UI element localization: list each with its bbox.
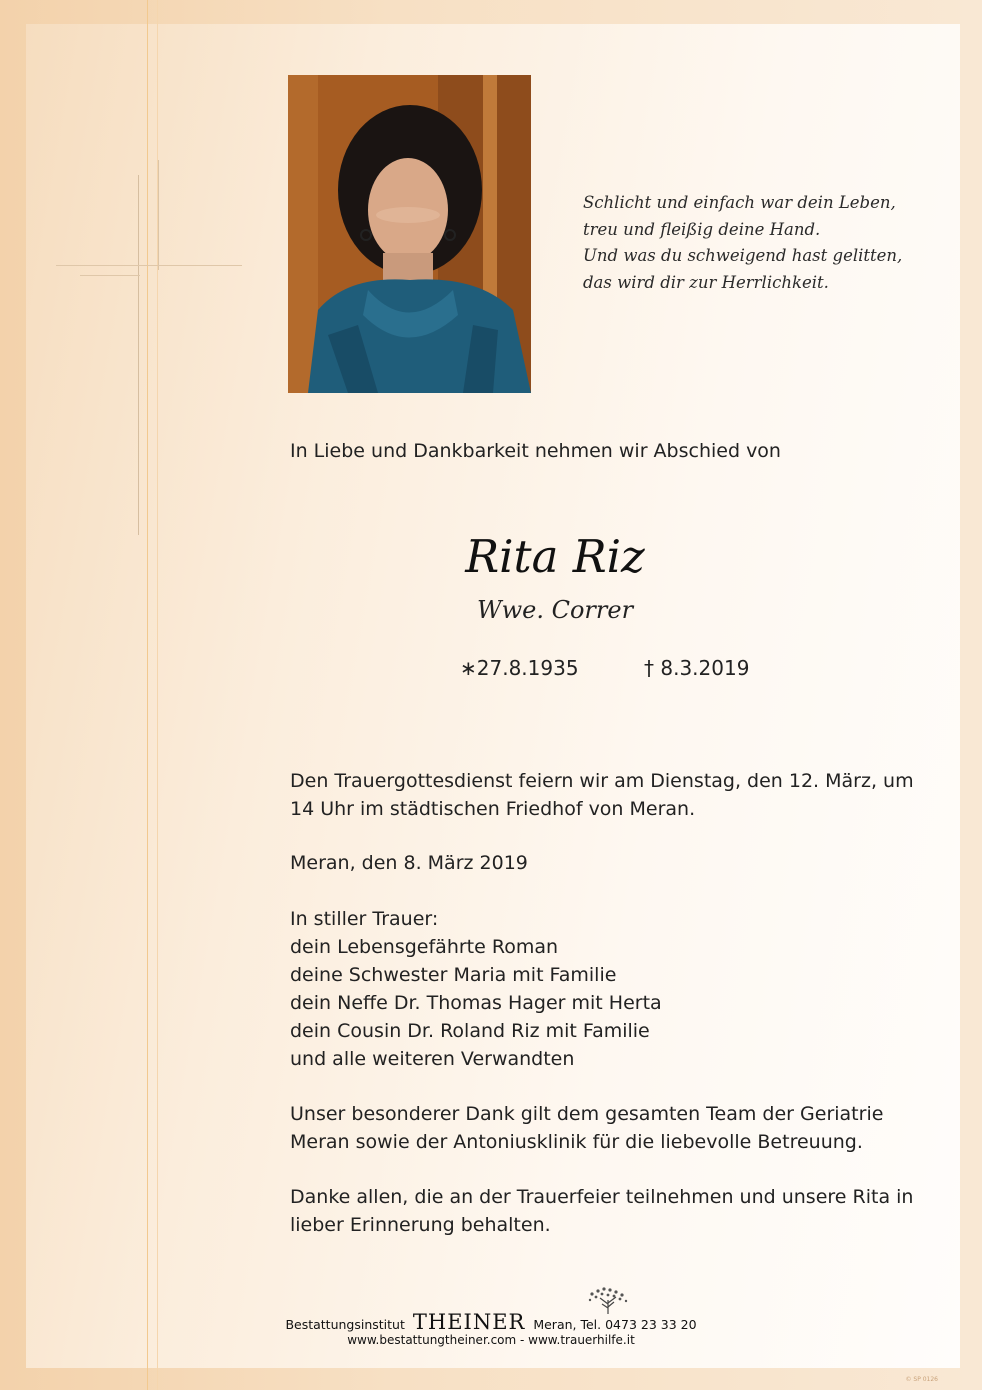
mourners-heading: In stiller Trauer: — [290, 908, 439, 930]
mourner-line: dein Lebensgefährte Roman — [290, 936, 559, 958]
poem-line: Und was du schweigend hast gelitten, — [583, 246, 903, 265]
deceased-name: Rita Riz — [465, 530, 645, 583]
thanks-line-2: Meran sowie der Antoniusklinik für die liebevolle Betreuung. — [290, 1131, 863, 1153]
footer-contact: Meran, Tel. 0473 23 33 20 — [533, 1317, 697, 1332]
print-code: © SP 0126 — [905, 1376, 938, 1383]
mourner-line: dein Neffe Dr. Thomas Hager mit Herta — [290, 992, 662, 1014]
mourner-line: dein Cousin Dr. Roland Riz mit Familie — [290, 1020, 650, 1042]
mourner-line: und alle weiteren Verwandten — [290, 1048, 575, 1070]
footer-prefix: Bestattungsinstitut — [285, 1317, 405, 1332]
gold-line-1 — [147, 0, 148, 1390]
footer-brand: THEINER — [412, 1310, 526, 1334]
portrait-photo — [288, 75, 531, 393]
death-date: † 8.3.2019 — [644, 656, 750, 680]
poem-line: das wird dir zur Herrlichkeit. — [583, 272, 829, 292]
place-date: Meran, den 8. März 2019 — [290, 852, 528, 874]
closing-line-1: Danke allen, die an der Trauerfeier teilnehmen und unsere Rita in — [290, 1186, 914, 1208]
mourner-line: deine Schwester Maria mit Familie — [290, 964, 617, 986]
footer-websites: www.bestattungtheiner.com - www.trauerhilfe.it — [347, 1333, 635, 1347]
poem — [583, 190, 923, 296]
intro-text: In Liebe und Dankbarkeit nehmen wir Abschied von — [290, 440, 781, 462]
service-line-2: 14 Uhr im städtischen Friedhof von Meran. — [290, 798, 696, 820]
service-line-1: Den Trauergottesdienst feiern wir am Dienstag, den 12. März, um — [290, 770, 914, 792]
footer-company — [0, 1310, 982, 1334]
poem-line: Schlicht und einfach war dein Leben, — [583, 193, 896, 212]
birth-date: ∗27.8.1935 — [460, 656, 579, 680]
closing-line-2: lieber Erinnerung behalten. — [290, 1214, 551, 1236]
deceased-subtitle: Wwe. Correr — [476, 596, 634, 624]
poem-line: treu und fleißig deine Hand. — [583, 219, 821, 239]
thanks-line-1: Unser besonderer Dank gilt dem gesamten Team der Geriatrie — [290, 1103, 884, 1125]
